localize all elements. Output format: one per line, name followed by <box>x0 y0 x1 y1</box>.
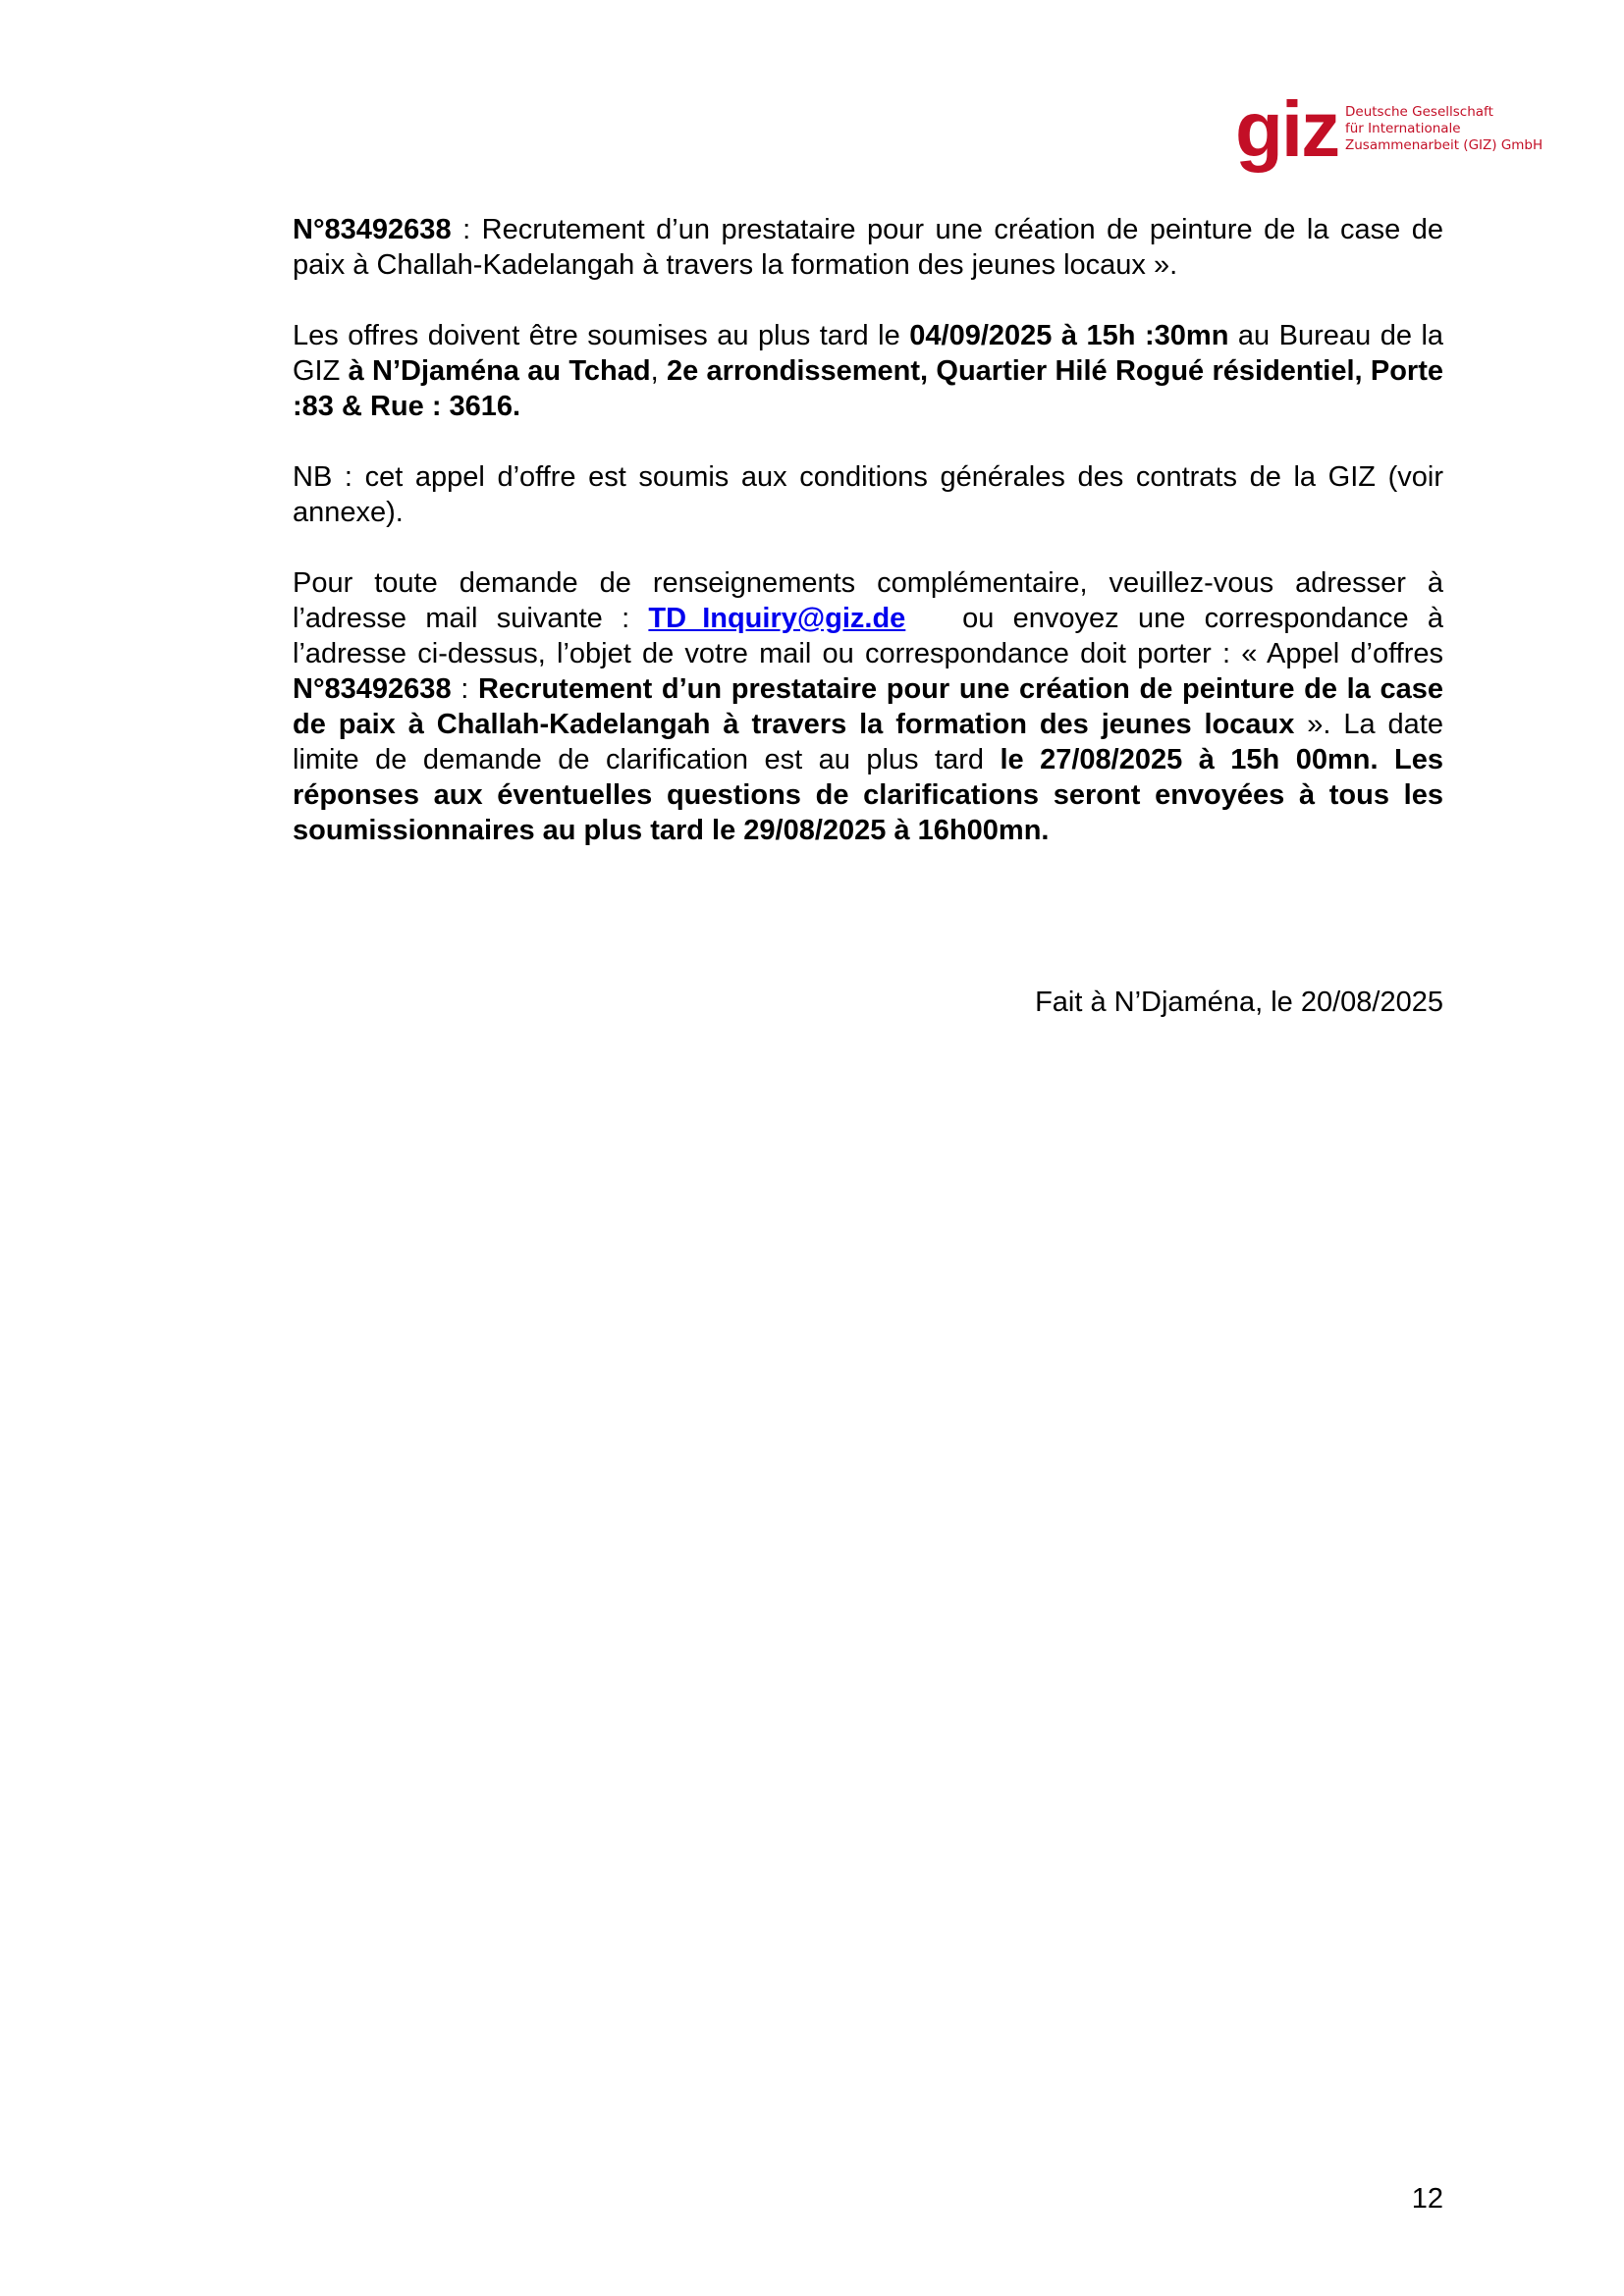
inquiry-text: : <box>451 673 478 705</box>
giz-logo-mark: giz <box>1235 85 1339 173</box>
tender-reference: N°83492638 <box>293 214 452 245</box>
page-number: 12 <box>1411 2183 1443 2215</box>
inquiry-paragraph <box>293 565 1452 848</box>
giz-logo <box>1235 85 1543 173</box>
submission-text: , <box>650 355 667 387</box>
submission-text: Les offres doivent être soumises au plus tard le <box>293 320 910 351</box>
conditions-note: NB : cet appel d’offre est soumis aux conditions générales des contrats de la GIZ (voir annexe). <box>293 461 1443 528</box>
inquiry-text: ou envoyez une correspondance à l’adresse ci-dessus, l’objet de votre mail ou correspondance doit porter : « Appel d’offres <box>293 603 1452 669</box>
inquiry-subject: Recrutement d’un prestataire pour une création de peinture de la case de paix à Challah-Kadelangah à travers la formation des jeunes locaux <box>293 673 1443 740</box>
clarification-responses: Les réponses aux éventuelles questions de clarifications seront envoyées à tous les soumissionnaires au plus tard le 29/08/2025 à 16h00mn. <box>293 744 1443 846</box>
document-body <box>293 212 1452 883</box>
clarification-deadline: le 27/08/2025 à 15h 00mn. <box>1000 744 1379 775</box>
submission-address: 2e arrondissement, Quartier Hilé Rogué résidentiel, Porte :83 & Rue : 3616. <box>293 355 1443 422</box>
inquiry-email-link[interactable]: TD_Inquiry@giz.de <box>648 603 906 634</box>
inquiry-text: Pour toute demande de renseignements complémentaire, veuillez-vous adresser à l’adresse mail suivante : <box>293 567 1443 634</box>
inquiry-reference: N°83492638 <box>293 673 452 705</box>
inquiry-text: ». La date limite de demande de clarification est au plus tard <box>293 709 1443 775</box>
logo-line: für Internationale <box>1345 121 1461 136</box>
submission-text: au Bureau de la GIZ <box>293 320 1444 387</box>
submission-paragraph <box>293 318 1443 424</box>
tender-title-text: : Recrutement d’un prestataire pour une création de peinture de la case de paix à Challah-Kadelangah à travers la formation des jeunes locaux ». <box>293 214 1443 281</box>
submission-location: à N’Djaména au Tchad <box>348 355 651 387</box>
logo-line: Zusammenarbeit (GIZ) GmbH <box>1345 137 1543 153</box>
logo-line: Deutsche Gesellschaft <box>1345 104 1493 120</box>
submission-deadline: 04/09/2025 à 15h :30mn <box>909 320 1229 351</box>
signoff-place-date: Fait à N’Djaména, le 20/08/2025 <box>1035 987 1443 1018</box>
giz-logo-text <box>1345 104 1543 154</box>
tender-title-paragraph <box>293 212 1443 283</box>
